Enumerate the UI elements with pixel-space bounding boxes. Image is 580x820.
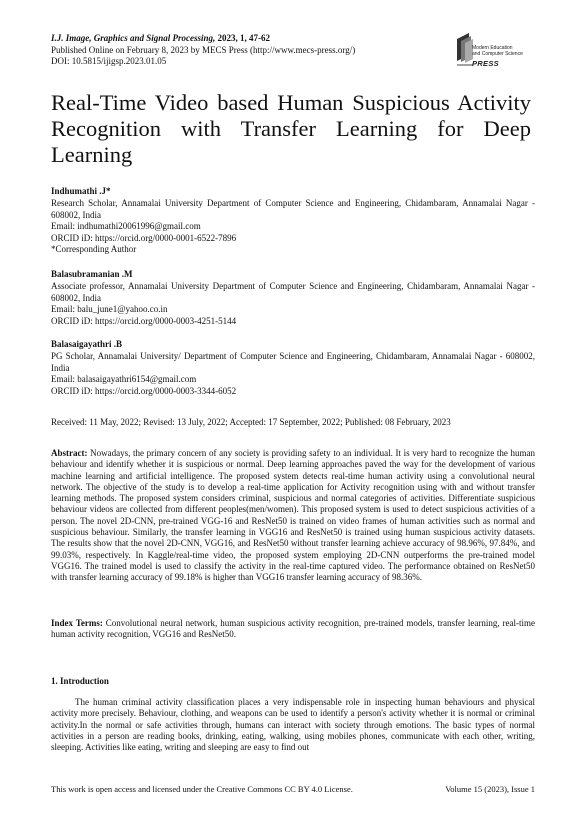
journal-header	[51, 33, 441, 68]
logo-press: PRESS	[472, 59, 499, 68]
abstract-label: Abstract:	[51, 448, 88, 458]
author-block-3	[51, 339, 535, 397]
author-affiliation: PG Scholar, Annamalai University/ Department of Computer Science and Engineering, Chidambaram, Annamalai Nagar - 608002, India	[51, 351, 535, 373]
author-email: Email: balu_june1@yahoo.co.in	[51, 304, 168, 315]
author-block-1	[51, 186, 535, 255]
corresponding-note: *Corresponding Author	[51, 244, 137, 255]
section-body: The human criminal activity classification places a very indispensable role in inspecting human behaviours and physical activity more precisely. Behaviour, clothing, and weapons can be used to identify a person's activity whether it is normal or criminal activity.In the normal or safe activities through, humans can interact with society through emotions. The basic types of normal activities in a person are reading books, drinking, eating, walking, using mobiles phones, communicate with each other, writing, sleeping. Activities like eating, writing and sleeping are easy to find out	[51, 697, 535, 753]
journal-issue: 2023, 1, 47-62	[215, 33, 271, 43]
abstract-text: Nowadays, the primary concern of any society is providing safety to an individual. It is very hard to recognize the human behaviour and identify whether it is suspicious or normal. Deep learning approaches paved the way for the development of various machine learning and artificial intelligence. The proposed system detects real-time human activity using a convolutional neural network. The objective of the study is to develop a real-time application for Activity recognition using with and without transfer learning methods. The proposed system considers criminal, suspicious and normal categories of activities. Differentiate suspicious behaviour videos are collected from different peoples(men/women). This proposed system is used to detect suspicious activities of a person. The novel 2D-CNN, pre-trained VGG-16 and ResNet50 is trained on video frames of human activities such as normal and suspicious behaviour. Similarly, the transfer learning in VGG16 and ResNet50 is trained using human suspicious activity datasets. The results show that the novel 2D-CNN, VGG16, and ResNet50 without transfer learning achieve accuracy of 98.96%, 97.84%, and 99.03%, respectively. In Kaggle/real-time video, the proposed system employing 2D-CNN outperforms the pre-trained model VGG16. The trained model is used to classify the activity in the real-time captured video. The performance obtained on ResNet50 with transfer learning accuracy of 99.18% is higher than VGG16 transfer learning accuracy of 98.36%.	[51, 448, 535, 583]
author-block-2	[51, 269, 535, 327]
journal-title: I.J. Image, Graphics and Signal Processing,	[51, 33, 216, 43]
logo-text	[472, 46, 523, 57]
author-email: Email: indhumathi20061996@gmail.com	[51, 221, 201, 232]
author-affiliation: Research Scholar, Annamalai University Department of Computer Science and Engineering, Chidambaram, Annamalai Nagar - 608002, India	[51, 198, 535, 220]
paper-title: Real-Time Video based Human Suspicious Activity Recognition with Transfer Learning for Deep Learning	[51, 90, 531, 167]
index-terms-text: Convolutional neural network, human suspicious activity recognition, pre-trained models, transfer learning, real-time human activity recognition, VGG16 and ResNet50.	[51, 618, 535, 640]
author-name: Balasubramanian .M	[51, 269, 133, 279]
publication-note: Published Online on February 8, 2023 by MECS Press (http://www.mecs-press.org/)	[51, 44, 356, 55]
index-terms	[51, 618, 535, 641]
author-email: Email: balasaigayathri6154@gmail.com	[51, 374, 197, 385]
logo-line-1: Modern Education	[472, 45, 513, 51]
author-affiliation: Associate professor, Annamalai University Department of Computer Science and Engineering, Chidambaram, Annamalai Nagar - 608002, India	[51, 281, 535, 303]
author-orcid: ORCID iD: https://orcid.org/0000-0003-3344-6052	[51, 385, 237, 396]
index-terms-label: Index Terms:	[51, 618, 103, 628]
volume-footer: Volume 15 (2023), Issue 1	[445, 784, 535, 794]
abstract	[51, 448, 535, 584]
author-name: Balasaigayathri .B	[51, 339, 123, 349]
publication-dates: Received: 11 May, 2022; Revised: 13 July, 2022; Accepted: 17 September, 2022; Published: 08 February, 2023	[51, 417, 451, 427]
journal-citation	[51, 33, 441, 45]
doi: DOI: 10.5815/ijigsp.2023.01.05	[51, 56, 167, 66]
section-heading: 1. Introduction	[51, 676, 109, 686]
author-orcid: ORCID iD: https://orcid.org/0000-0001-6522-7896	[51, 232, 237, 243]
author-orcid: ORCID iD: https://orcid.org/0000-0003-4251-5144	[51, 315, 237, 326]
license-footer: This work is open access and licensed under the Creative Commons CC BY 4.0 License.	[51, 784, 353, 794]
author-name: Indhumathi .J*	[51, 186, 111, 196]
logo-line-2: and Computer Science	[472, 50, 523, 57]
